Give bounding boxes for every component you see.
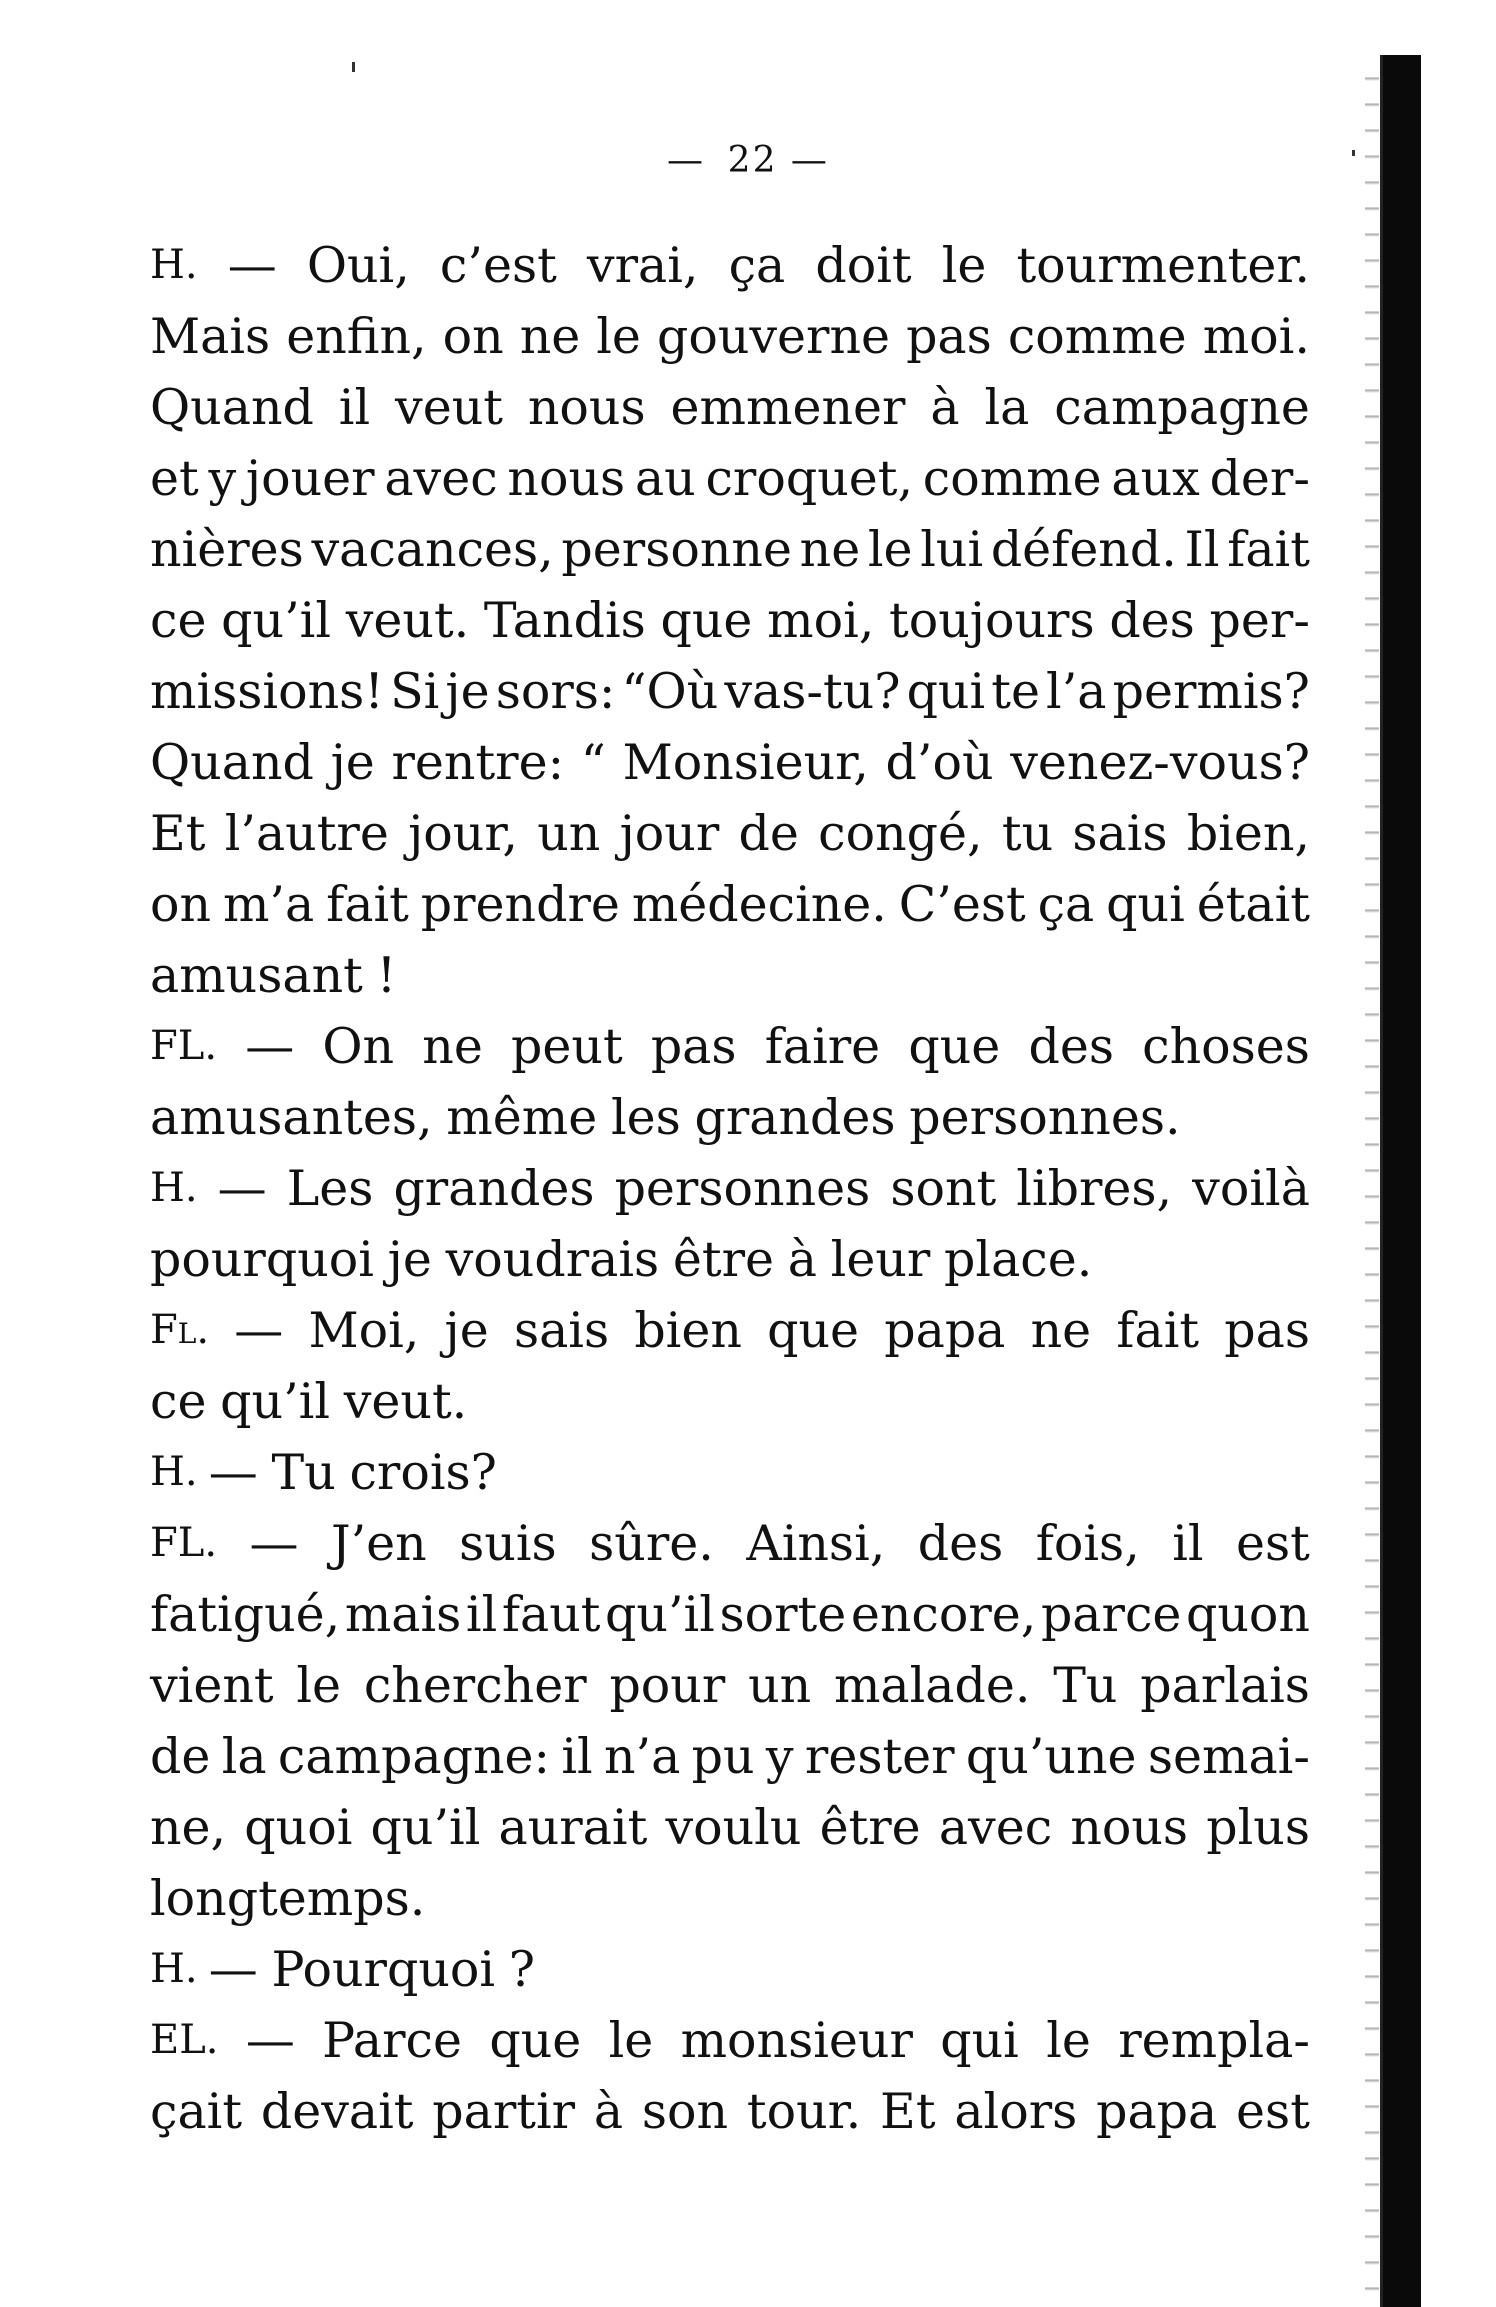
word: fois, [1035, 1515, 1140, 1572]
text-line [150, 1721, 1310, 1792]
word: pas [906, 308, 992, 365]
word: le [1046, 2012, 1091, 2069]
word: moi. [1202, 308, 1310, 365]
word: les [610, 1089, 681, 1146]
speaker-tag: H. [150, 242, 198, 288]
speaker-tag: EL. [150, 2017, 219, 2063]
word: pas [1224, 1302, 1310, 1359]
text-line [150, 585, 1310, 656]
word: est [1236, 1515, 1310, 1572]
word: Il [1184, 521, 1220, 578]
word: jouer [245, 450, 375, 507]
word: y [208, 450, 237, 507]
word: un [748, 1657, 812, 1714]
word: papa [884, 1302, 1006, 1359]
word: libres, [1016, 1160, 1173, 1217]
page-number: — 22 — [667, 140, 829, 181]
speaker-tag: H. [150, 1165, 198, 1211]
word: Les [286, 1160, 374, 1217]
word: son [641, 2083, 729, 2140]
word: ne, [150, 1799, 227, 1856]
text-line [150, 514, 1310, 585]
text-line [150, 1224, 1310, 1295]
word: campagne: [277, 1728, 551, 1785]
word: voilà [1192, 1160, 1310, 1217]
text-line [150, 1366, 1310, 1437]
text-line [150, 727, 1310, 798]
word: qui [906, 663, 986, 720]
word: Tu [1053, 1657, 1118, 1714]
word: vient [150, 1657, 274, 1714]
word: peut [511, 1018, 623, 1075]
word: campagne [1054, 379, 1310, 436]
word: il [465, 1586, 498, 1643]
word: tu [1001, 805, 1054, 862]
word: pourquoi [150, 1231, 374, 1288]
word: le [296, 1657, 342, 1714]
word: Pourquoi [271, 1941, 496, 1998]
word: de [738, 805, 799, 862]
word: un [537, 805, 601, 862]
word: veut. [345, 592, 470, 649]
text-line [150, 1863, 1310, 1934]
word: fatigué, [150, 1586, 341, 1643]
word: personne [561, 521, 792, 578]
word: qu’il [220, 1373, 331, 1430]
word: Tu [271, 1444, 336, 1501]
word: plus [1206, 1799, 1310, 1856]
word: monsieur [680, 2012, 913, 2069]
word: m’a [222, 876, 315, 933]
word: çait [150, 2083, 243, 2140]
word: — [245, 2012, 295, 2069]
word: sorte [719, 1586, 847, 1643]
word: aux [1111, 450, 1200, 507]
word: venez-vous? [1010, 734, 1310, 791]
text-line [150, 372, 1310, 443]
word: qu’il [370, 1799, 481, 1856]
word: fait [1116, 1302, 1200, 1359]
word: choses [1142, 1018, 1310, 1075]
word: tourmenter. [1016, 237, 1310, 294]
word: je [330, 734, 375, 791]
word: qu’une [965, 1728, 1137, 1785]
word: pour [609, 1657, 726, 1714]
word: qui [940, 2012, 1019, 2069]
word: vacances, [311, 521, 554, 578]
word: partir [432, 2083, 576, 2140]
word: que [767, 1302, 860, 1359]
word: — [234, 1302, 284, 1359]
word: devait [260, 2083, 414, 2140]
word: toujours [889, 592, 1095, 649]
word: Si [390, 663, 440, 720]
text-line [150, 869, 1310, 940]
word: ce [150, 1373, 207, 1430]
word: gouverne [656, 308, 891, 365]
word: on [150, 876, 212, 933]
word: il [1172, 1515, 1204, 1572]
word: permis? [1112, 663, 1310, 720]
word: personnes. [909, 1089, 1181, 1146]
word: leur [830, 1231, 931, 1288]
word: médecine. [631, 876, 887, 933]
text-line [150, 656, 1310, 727]
word: Et [880, 2083, 936, 2140]
word: Monsieur, [622, 734, 869, 791]
word: chercher [363, 1657, 587, 1714]
word: il [338, 379, 371, 436]
word: — [217, 1160, 267, 1217]
word: longtemps. [150, 1870, 426, 1927]
word: “Où [621, 663, 719, 720]
word: c’est [439, 237, 557, 294]
word: fait [1227, 521, 1310, 578]
word: J’en [330, 1515, 427, 1572]
word: je [445, 663, 490, 720]
word: est [1236, 2083, 1310, 2140]
word: missions! [150, 663, 384, 720]
text-line [150, 798, 1310, 869]
word: faire [764, 1018, 881, 1075]
speaker-tag: FL. [150, 1520, 218, 1566]
word: prendre [420, 876, 620, 933]
word: voulu [665, 1799, 802, 1856]
word: amusantes, [150, 1089, 433, 1146]
word: défend. [990, 521, 1177, 578]
word: la [984, 379, 1030, 436]
word: veut [395, 379, 503, 436]
scan-speck [352, 62, 355, 72]
word: à [930, 379, 960, 436]
word: bien [634, 1302, 742, 1359]
word: nières [150, 521, 304, 578]
word: que [489, 2012, 582, 2069]
word: crois? [349, 1444, 497, 1501]
word: ce [150, 592, 207, 649]
word: nous [507, 450, 626, 507]
word: moi, [767, 592, 875, 649]
word: je [387, 1231, 432, 1288]
word: papa [1096, 2083, 1218, 2140]
speaker-tag: H. [150, 1449, 198, 1495]
word: ? [508, 1941, 536, 1998]
word: on [442, 308, 504, 365]
scan-edge-noise [1365, 55, 1379, 2307]
word: — [249, 1515, 299, 1572]
word: que [660, 592, 753, 649]
word: Et [150, 805, 206, 862]
word: — [227, 237, 277, 294]
word: Parce [322, 2012, 462, 2069]
word: de [150, 1728, 211, 1785]
scan-speck [1352, 150, 1355, 156]
word: congé, [818, 805, 983, 862]
word: fait [326, 876, 409, 933]
word: ! [376, 947, 397, 1004]
text-line [150, 1437, 1310, 1508]
word: la [221, 1728, 267, 1785]
word: sais [513, 1302, 610, 1359]
word: bien, [1186, 805, 1310, 862]
word: Oui, [306, 237, 410, 294]
word: lui [920, 521, 984, 578]
word: rester [804, 1728, 955, 1785]
text-line [150, 2076, 1310, 2147]
text-line [150, 301, 1310, 372]
word: parlais [1140, 1657, 1310, 1714]
text-line [150, 940, 1310, 1011]
word: qu’il [221, 592, 331, 649]
text-line [150, 1295, 1310, 1366]
word: je [444, 1302, 489, 1359]
word: ne [519, 308, 581, 365]
word: mais [344, 1586, 462, 1643]
word: semai- [1147, 1728, 1310, 1785]
word: tour. [746, 2083, 862, 2140]
word: veut. [343, 1373, 468, 1430]
word: der- [1209, 450, 1310, 507]
text-line [150, 1650, 1310, 1721]
text-line [150, 1792, 1310, 1863]
word: amusant [150, 947, 363, 1004]
word: per- [1209, 592, 1310, 649]
text-line [150, 1579, 1310, 1650]
word: avec [938, 1799, 1053, 1856]
word: le [941, 237, 987, 294]
word: au [634, 450, 696, 507]
speaker-tag: H. [150, 1946, 198, 1992]
word: vrai, [586, 237, 699, 294]
word: à [787, 1231, 817, 1288]
word: aurait [498, 1799, 648, 1856]
word: des [1109, 592, 1195, 649]
word: — [245, 1018, 295, 1075]
word: il [561, 1728, 593, 1785]
word: croquet, [705, 450, 914, 507]
word: d’où [885, 734, 994, 791]
word: même [446, 1089, 598, 1146]
word: être [819, 1799, 921, 1856]
word: le [596, 308, 641, 365]
word: grandes [393, 1160, 595, 1217]
word: avec [384, 450, 498, 507]
text-line [150, 230, 1310, 301]
word: faut [501, 1586, 601, 1643]
word: le [608, 2012, 654, 2069]
word: Mais [150, 308, 271, 365]
word: ne [799, 521, 861, 578]
word: quoi [244, 1799, 353, 1856]
word: Tandis [483, 592, 646, 649]
word: qui [1106, 876, 1185, 933]
word: emmener [670, 379, 906, 436]
word: comme [1007, 308, 1187, 365]
word: personnes [614, 1160, 871, 1217]
word: être [672, 1231, 774, 1288]
word: y [765, 1728, 794, 1785]
word: l’a [1046, 663, 1107, 720]
word: rempla- [1118, 2012, 1310, 2069]
word: jour, [408, 805, 518, 862]
text-line [150, 1934, 1310, 2005]
word: Moi, [308, 1302, 420, 1359]
word: voudrais [445, 1231, 660, 1288]
text-line [150, 2005, 1310, 2076]
word: Ainsi, [746, 1515, 886, 1572]
word: encore, [850, 1586, 1037, 1643]
text-line [150, 1508, 1310, 1579]
word: “ [580, 734, 606, 791]
word: nous [527, 379, 646, 436]
word: à [593, 2083, 624, 2140]
word: et [150, 450, 199, 507]
text-line [150, 1011, 1310, 1082]
word: alors [954, 2083, 1078, 2140]
word: pas [650, 1018, 737, 1075]
word: — [208, 1941, 258, 1998]
word: — [208, 1444, 258, 1501]
speaker-tag: FL. [150, 1023, 218, 1069]
word: qu’il [605, 1586, 715, 1643]
word: ça [1037, 876, 1095, 933]
word: ne [422, 1018, 483, 1075]
word: pu [691, 1728, 755, 1785]
word: malade. [833, 1657, 1031, 1714]
word: sais [1072, 805, 1168, 862]
word: des [1028, 1018, 1114, 1075]
word: des [917, 1515, 1004, 1572]
word: sont [890, 1160, 997, 1217]
word: jour [619, 805, 720, 862]
word: ne [1030, 1302, 1092, 1359]
word: nous [1070, 1799, 1189, 1856]
word: ça [728, 237, 786, 294]
speaker-tag: Fl. [150, 1307, 210, 1353]
word: doit [815, 237, 912, 294]
word: grandes [694, 1089, 896, 1146]
word: était [1196, 876, 1310, 933]
word: C’est [898, 876, 1026, 933]
body-text [150, 230, 1310, 2147]
word: comme [922, 450, 1102, 507]
word: le [867, 521, 913, 578]
word: quon [1185, 1586, 1310, 1643]
word: rentre: [391, 734, 565, 791]
word: que [908, 1018, 1001, 1075]
word: te [991, 663, 1040, 720]
text-line [150, 443, 1310, 514]
word: On [322, 1018, 395, 1075]
word: n’a [604, 1728, 681, 1785]
word: l’autre [224, 805, 389, 862]
word: sors: [495, 663, 616, 720]
text-line [150, 1082, 1310, 1153]
word: Quand [150, 734, 314, 791]
word: Quand [150, 379, 314, 436]
word: place. [944, 1231, 1093, 1288]
text-line [150, 1153, 1310, 1224]
word: vas-tu? [724, 663, 901, 720]
word: enfin, [286, 308, 427, 365]
scan-binding-edge [1380, 55, 1421, 2307]
word: sûre. [589, 1515, 714, 1572]
word: suis [459, 1515, 557, 1572]
word: parce [1040, 1586, 1182, 1643]
